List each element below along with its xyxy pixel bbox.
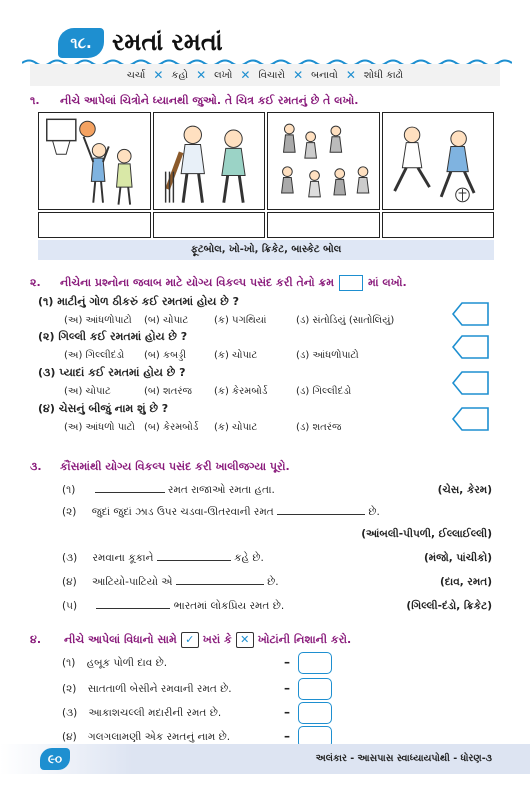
sentence-text: છે. <box>368 506 380 518</box>
chapter-number-badge: ૧૮. <box>58 28 104 58</box>
answer-tag-box[interactable] <box>452 406 490 432</box>
kho-kho-picture <box>267 112 380 210</box>
dash: – <box>284 705 290 719</box>
cricket-picture <box>153 112 266 210</box>
question-number: ૨. <box>30 276 41 289</box>
basketball-picture <box>38 112 151 210</box>
option-a: (અ) આંધળોપાટો <box>64 315 132 326</box>
item-number: (૪) <box>62 731 77 743</box>
item-number: (૩) <box>62 552 78 564</box>
fill-blank-5 <box>62 600 284 613</box>
cross-icon: ✕ <box>236 632 254 648</box>
item-number: (૨) <box>38 330 55 343</box>
question-3-heading <box>30 460 290 474</box>
question-text: નીચેના પ્રશ્નોના જવાબ માટે યોગ્ય વિકલ્પ પસંદ કરી તેનો ક્રમ <box>60 276 335 289</box>
option-a: (અ) આંધળો પાટો <box>64 422 135 433</box>
tf-item-2 <box>62 683 232 696</box>
choices-text: (આંબલી-પીપળી, ઈલ્લાઈલ્લી) <box>361 528 492 540</box>
option-b: (બ) કબડ્ડી <box>144 350 187 361</box>
answer-box[interactable] <box>153 212 266 238</box>
choices-text: (ચેસ, કેરમ) <box>437 484 492 496</box>
true-false-box[interactable] <box>298 652 332 674</box>
choices-text: (ગિલ્લી-દંડો, ક્રિકેટ) <box>406 600 492 612</box>
verb-label: લખો <box>214 69 233 81</box>
answer-box[interactable] <box>382 212 495 238</box>
question-text: નીચે આપેલાં ચિત્રોને ધ્યાનથી જુઓ. તે ચિત્ર કઈ રમતનું છે તે લખો. <box>60 94 359 107</box>
q2-item-4 <box>38 402 438 433</box>
question-text-end: માં લખો. <box>368 276 407 289</box>
true-false-box[interactable] <box>298 702 332 724</box>
sentence-text: કહે છે. <box>234 552 264 564</box>
sentence-text: રમત રાજાઓ રમતા હતા. <box>168 484 275 496</box>
fill-blank-2 <box>62 506 380 519</box>
fill-blank-1 <box>62 484 275 497</box>
cross-icon: ✕ <box>293 68 304 82</box>
item-question: માટીનું ગોળ ઠીકરું કઈ રમતમાં હોય છે ? <box>57 295 239 308</box>
question-number: ૩. <box>30 460 42 473</box>
question-4-heading <box>30 632 351 648</box>
verb-label: ચર્ચા <box>126 69 146 81</box>
dash: – <box>284 655 290 669</box>
item-number: (૧) <box>38 295 54 308</box>
q2-item-3 <box>38 366 438 397</box>
answer-sample-box <box>339 275 363 291</box>
option-b: (બ) શતરંજ <box>144 386 192 397</box>
item-number: (૧) <box>62 484 76 496</box>
question-number: ૪. <box>30 633 41 646</box>
answer-box[interactable] <box>38 212 151 238</box>
item-number: (૪) <box>62 576 77 588</box>
item-number: (૨) <box>62 506 77 518</box>
blank-line[interactable] <box>176 584 264 585</box>
option-a: (અ) ચોપાટ <box>64 386 111 397</box>
option-c: (ક) પગથિયાં <box>214 315 267 326</box>
picture-row <box>38 112 494 210</box>
option-c: (ક) કેરમબોર્ડ <box>214 386 268 397</box>
dash: – <box>284 681 290 695</box>
item-number: (૩) <box>38 366 56 379</box>
page-title: રમતાં રમતાં <box>112 28 223 56</box>
statement-text: આકાશચલ્લી મદારીની રમત છે. <box>88 707 222 719</box>
question-2-heading <box>30 275 407 291</box>
option-a: (અ) ગિલ્લીદંડો <box>64 350 125 361</box>
answer-tag-box[interactable] <box>452 301 490 327</box>
item-question: ગિલ્લી કઈ રમતમાં હોય છે ? <box>58 330 188 343</box>
choices-text: (મંજો, પાંચીકો) <box>423 552 492 564</box>
sentence-text: જુદાં જુદાં ઝાડ ઉપર ચડવા-ઊતરવાની રમત <box>91 506 274 518</box>
item-number: (૫) <box>62 600 78 612</box>
statement-text: ગલગલામણી એક રમતનું નામ છે. <box>88 731 231 743</box>
sentence-text: આટિયો-પાટિયો એ <box>92 576 173 588</box>
q2-item-1 <box>38 295 438 326</box>
option-d: (ડ) સંતોડિયું (સાતોલિયું) <box>296 315 395 326</box>
answer-tag-box[interactable] <box>452 334 490 360</box>
verb-label: બનાવો <box>311 69 338 81</box>
item-number: (૩) <box>62 707 78 719</box>
option-d: (ડ) આંધળોપાટો <box>296 350 359 361</box>
blank-line[interactable] <box>95 492 165 493</box>
item-number: (૨) <box>62 683 77 695</box>
option-d: (ડ) ગિલ્લીદંડો <box>296 386 352 397</box>
question-1-heading <box>30 94 358 108</box>
question-text-mid: ખરાં કે <box>202 633 232 646</box>
fill-blank-4 <box>62 576 279 589</box>
cross-icon: ✕ <box>153 68 164 82</box>
true-false-box[interactable] <box>298 678 332 700</box>
verb-label: કહો <box>171 69 189 81</box>
q2-item-2 <box>38 330 438 361</box>
option-d: (ડ) શતરંજ <box>296 422 342 433</box>
sentence-text: છે. <box>267 576 279 588</box>
football-picture <box>382 112 495 210</box>
tick-icon: ✓ <box>181 632 199 648</box>
tf-item-4 <box>62 731 230 744</box>
item-number: (૧) <box>62 657 76 669</box>
activity-verbs-bar <box>30 64 500 86</box>
choices-text: (દાવ, રમત) <box>439 576 492 588</box>
options-bar: ફૂટબોલ, ખો-ખો, ક્રિકેટ, બાસ્કેટ બોલ <box>38 240 494 260</box>
answer-box[interactable] <box>267 212 380 238</box>
statement-text: હબૂક પોળી દાવ છે. <box>86 657 168 669</box>
cross-icon: ✕ <box>345 68 356 82</box>
question-text: નીચે આપેલાં વિધાનો સામે <box>64 633 177 646</box>
option-c: (ક) ચોપાટ <box>214 350 258 361</box>
statement-text: સાતતાળી બેસીને રમવાની રમત છે. <box>87 683 232 695</box>
option-b: (બ) ચોપાટ <box>144 315 189 326</box>
book-title: અલંકાર - આસપાસ સ્વાધ્યાયપોથી - ધોરણ-૩ <box>315 753 492 764</box>
option-b: (બ) કેરમબોર્ડ <box>144 422 199 433</box>
sentence-text: ભારતમાં લોકપ્રિય રમત છે. <box>173 600 285 612</box>
tf-item-3 <box>62 707 221 720</box>
cross-icon: ✕ <box>240 68 251 82</box>
blank-line[interactable] <box>277 514 365 515</box>
page-number: ૯૦ <box>40 748 70 770</box>
blank-line[interactable] <box>157 560 231 561</box>
answer-tag-box[interactable] <box>452 370 490 396</box>
sentence-text: રમવાના કૂકાને <box>92 552 154 564</box>
dash: – <box>284 729 290 743</box>
verb-label: શોધી કાઢો <box>363 69 404 81</box>
verb-label: વિચારો <box>258 69 286 81</box>
item-question: ચેસનું બીજું નામ શું છે ? <box>58 402 169 415</box>
fill-blank-3 <box>62 552 264 565</box>
question-text-end: ખોટાંની નિશાની કરો. <box>257 633 352 646</box>
tf-item-1 <box>62 657 167 670</box>
question-number: ૧. <box>30 94 40 107</box>
blank-line[interactable] <box>96 608 170 609</box>
question-text: કૌંસમાંથી યોગ્ય વિકલ્પ પસંદ કરી ખાલીજગ્યા પૂરો. <box>60 460 290 473</box>
item-number: (૪) <box>38 402 55 415</box>
item-question: પ્યાદાં કઈ રમતમાં હોય છે ? <box>59 366 186 379</box>
cross-icon: ✕ <box>196 68 207 82</box>
option-c: (ક) ચોપાટ <box>214 422 258 433</box>
answer-boxes-row <box>38 212 494 238</box>
